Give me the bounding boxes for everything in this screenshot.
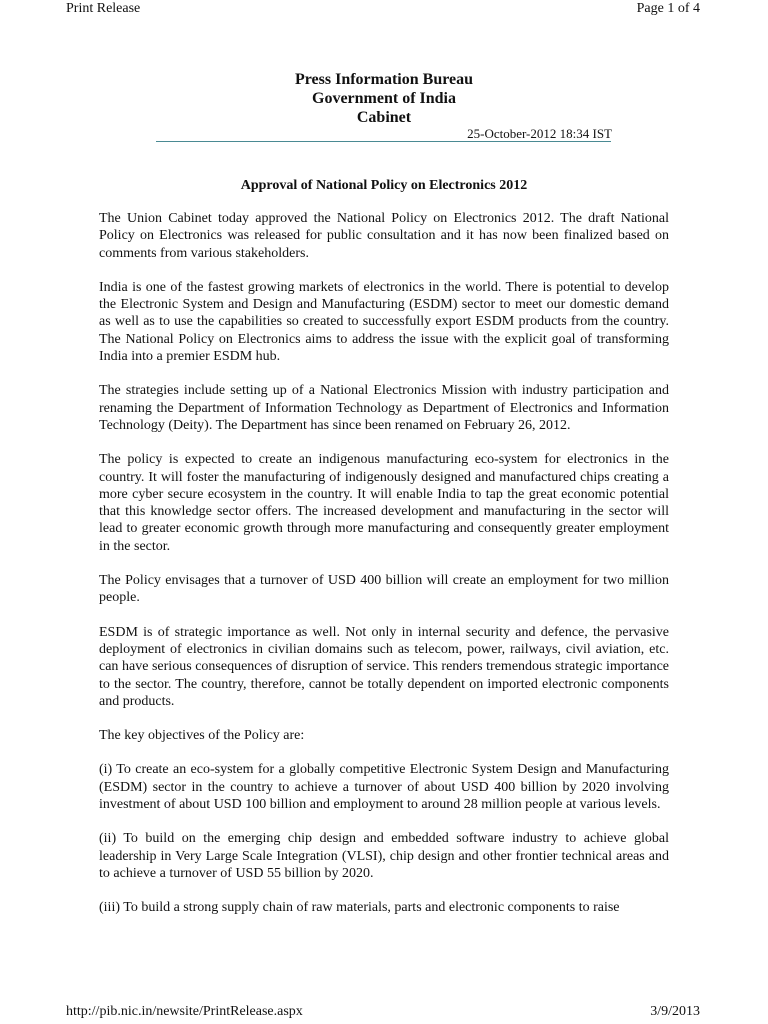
paragraph: ESDM is of strategic importance as well. Not only in internal security and defence, the pervasive deployment of electronics in civilian domains such as telecom, power, railways, civil aviation, etc. can have serious consequences of disruption of service. This renders tremendous strategic importance to the sector. The country, therefore, cannot be totally dependent on imported electronic components and products. [99, 624, 669, 709]
agency-name: Press Information Bureau [294, 71, 474, 88]
paragraph: The policy is expected to create an indigenous manufacturing eco-system for electronics in the country. It will foster the manufacturing of indigenously designed and manufactured chips creating a more cyber secure ecosystem in the country. It will enable India to tap the great economic potential that this knowledge sector offers. The increased development and manufacturing in the sector will lead to greater economic growth through more manufacturing and consequently greater employment in the sector. [99, 452, 669, 554]
paragraph: The Union Cabinet today approved the National Policy on Electronics 2012. The draft National Policy on Electronics was released for public consultation and it has now been finalized based on comments from various stakeholders. [99, 211, 669, 261]
paragraph: The key objectives of the Policy are: [99, 728, 305, 744]
release-datetime: 25-October-2012 18:34 IST [467, 126, 612, 141]
header-divider [156, 141, 611, 142]
source-url[interactable]: http://pib.nic.in/newsite/PrintRelease.aspx [66, 1004, 303, 1019]
document-body [99, 210, 669, 934]
print-header [66, 1, 700, 17]
agency-header [160, 70, 608, 127]
document-title: Approval of National Policy on Electronics 2012 [240, 178, 528, 193]
paragraph: (i) To create an eco-system for a globally competitive Electronic System Design and Manufacturing (ESDM) sector in the country to achieve a turnover of about USD 400 billion by 2020 involving investment of about USD 100 billion and employment to around 28 million people at various levels. [99, 762, 669, 813]
print-date: 3/9/2013 [650, 1004, 700, 1019]
print-header-left: Print Release [66, 1, 141, 16]
print-footer [66, 1004, 700, 1020]
paragraph-truncated: (iii) To build a strong supply chain of raw materials, parts and electronic components to raise [99, 900, 620, 916]
page-number: Page 1 of 4 [636, 1, 700, 16]
page-cut-mask [99, 952, 669, 992]
agency-government: Government of India [312, 90, 456, 107]
paragraph: The Policy envisages that a turnover of USD 400 billion will create an employment for two million people. [99, 573, 669, 606]
paragraph: The strategies include setting up of a National Electronics Mission with industry participation and renaming the Department of Information Technology as Department of Electronics and Information Technology (Deity). The Department has since been renamed on February 26, 2012. [99, 383, 669, 433]
paragraph: India is one of the fastest growing markets of electronics in the world. There is potential to develop the Electronic System and Design and Manufacturing (ESDM) sector to meet our domestic demand as well as to use the capabilities so created to successfully export ESDM products from the country. The National Policy on Electronics aims to address the issue with the explicit goal of transforming India into a premier ESDM hub. [99, 279, 669, 365]
agency-ministry: Cabinet [356, 109, 412, 126]
paragraph: (ii) To build on the emerging chip design and embedded software industry to achieve global leadership in Very Large Scale Integration (VLSI), chip design and other frontier technical areas and to achieve a turnover of USD 55 billion by 2020. [99, 831, 669, 881]
